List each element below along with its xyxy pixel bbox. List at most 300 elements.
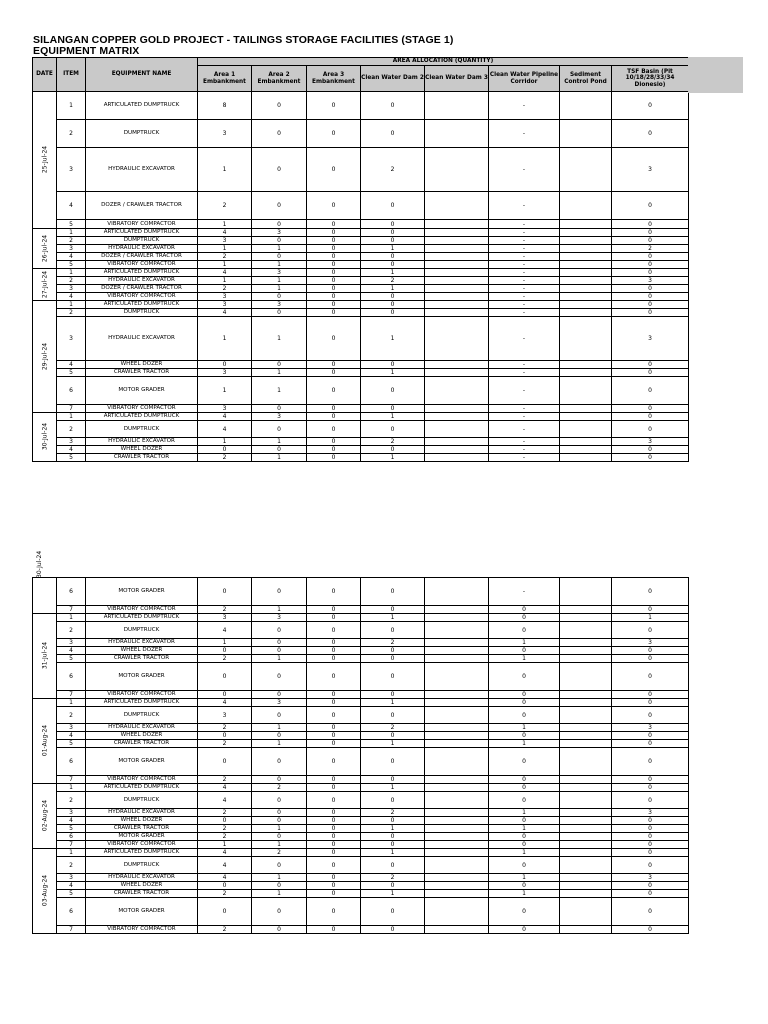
table-row bbox=[33, 707, 689, 724]
table-row bbox=[33, 792, 689, 809]
quantity-cell bbox=[560, 309, 612, 317]
quantity-cell: 0 bbox=[307, 261, 361, 269]
quantity-cell: 1 bbox=[361, 740, 425, 748]
quantity-cell: 2 bbox=[361, 809, 425, 817]
equipment-name: VIBRATORY COMPACTOR bbox=[86, 293, 198, 301]
quantity-cell: 0 bbox=[489, 833, 560, 841]
item-number: 3 bbox=[57, 639, 86, 647]
table-row bbox=[33, 245, 689, 253]
quantity-cell: 1 bbox=[489, 655, 560, 663]
header-equipment-name: EQUIPMENT NAME bbox=[86, 58, 198, 92]
quantity-cell: 0 bbox=[198, 361, 252, 369]
quantity-cell: 0 bbox=[252, 578, 307, 606]
quantity-cell: 0 bbox=[198, 817, 252, 825]
equipment-name: HYDRAULIC EXCAVATOR bbox=[86, 724, 198, 732]
equipment-name: MOTOR GRADER bbox=[86, 663, 198, 691]
quantity-cell: 0 bbox=[307, 655, 361, 663]
quantity-cell: 0 bbox=[489, 691, 560, 699]
quantity-cell: 0 bbox=[361, 707, 425, 724]
equipment-name: ARTICULATED DUMPTRUCK bbox=[86, 92, 198, 120]
quantity-cell: 0 bbox=[252, 748, 307, 776]
date-cell bbox=[33, 849, 57, 934]
quantity-cell bbox=[560, 663, 612, 691]
quantity-cell bbox=[425, 898, 489, 926]
quantity-cell: 0 bbox=[307, 622, 361, 639]
quantity-cell: 0 bbox=[612, 707, 689, 724]
quantity-cell: 0 bbox=[361, 663, 425, 691]
date-cell bbox=[33, 92, 57, 229]
quantity-cell: 0 bbox=[489, 926, 560, 934]
quantity-cell: 1 bbox=[198, 841, 252, 849]
table-row bbox=[33, 277, 689, 285]
quantity-cell: 0 bbox=[612, 740, 689, 748]
quantity-cell bbox=[425, 361, 489, 369]
equipment-name: WHEEL DOZER bbox=[86, 817, 198, 825]
table-row bbox=[33, 898, 689, 926]
quantity-cell: 0 bbox=[361, 841, 425, 849]
quantity-cell bbox=[560, 784, 612, 792]
quantity-cell: 3 bbox=[252, 614, 307, 622]
quantity-cell bbox=[560, 192, 612, 220]
quantity-cell bbox=[560, 120, 612, 148]
quantity-cell: 0 bbox=[307, 732, 361, 740]
equipment-matrix-table-page1 bbox=[32, 57, 689, 462]
table-row bbox=[33, 784, 689, 792]
table-row bbox=[33, 724, 689, 732]
quantity-cell: 0 bbox=[307, 817, 361, 825]
item-number: 6 bbox=[57, 663, 86, 691]
quantity-cell: 4 bbox=[198, 413, 252, 421]
item-number: 1 bbox=[57, 614, 86, 622]
quantity-cell: 0 bbox=[612, 301, 689, 309]
quantity-cell: 0 bbox=[252, 148, 307, 192]
quantity-cell bbox=[560, 849, 612, 857]
quantity-cell: 0 bbox=[361, 898, 425, 926]
quantity-cell: 0 bbox=[252, 691, 307, 699]
quantity-cell: 0 bbox=[307, 220, 361, 229]
quantity-cell: 1 bbox=[198, 438, 252, 446]
quantity-cell bbox=[560, 301, 612, 309]
quantity-cell: 0 bbox=[612, 293, 689, 301]
quantity-cell: - bbox=[489, 261, 560, 269]
quantity-cell: 2 bbox=[198, 724, 252, 732]
table-row bbox=[33, 817, 689, 825]
quantity-cell bbox=[425, 405, 489, 413]
quantity-cell bbox=[560, 413, 612, 421]
quantity-cell: 1 bbox=[252, 874, 307, 882]
quantity-cell: 0 bbox=[252, 882, 307, 890]
quantity-cell: 3 bbox=[612, 639, 689, 647]
quantity-cell bbox=[560, 269, 612, 277]
quantity-cell bbox=[560, 748, 612, 776]
quantity-cell: 0 bbox=[252, 220, 307, 229]
equipment-name: HYDRAULIC EXCAVATOR bbox=[86, 148, 198, 192]
quantity-cell: 2 bbox=[361, 874, 425, 882]
quantity-cell: 0 bbox=[489, 732, 560, 740]
quantity-cell: 4 bbox=[198, 874, 252, 882]
equipment-name: DUMPTRUCK bbox=[86, 792, 198, 809]
quantity-cell: - bbox=[489, 446, 560, 454]
date-cell bbox=[33, 784, 57, 849]
quantity-cell: 0 bbox=[361, 691, 425, 699]
table-row bbox=[33, 691, 689, 699]
quantity-cell bbox=[425, 724, 489, 732]
date-label: 25-Jul-24 bbox=[41, 145, 48, 174]
quantity-cell: 0 bbox=[361, 293, 425, 301]
quantity-cell: 4 bbox=[198, 792, 252, 809]
quantity-cell bbox=[560, 614, 612, 622]
equipment-name: CRAWLER TRACTOR bbox=[86, 825, 198, 833]
equipment-name: ARTICULATED DUMPTRUCK bbox=[86, 614, 198, 622]
table-row bbox=[33, 740, 689, 748]
item-number: 4 bbox=[57, 253, 86, 261]
date-cell bbox=[33, 229, 57, 269]
quantity-cell: 0 bbox=[307, 784, 361, 792]
quantity-cell: 0 bbox=[489, 882, 560, 890]
quantity-cell: - bbox=[489, 285, 560, 293]
quantity-cell: 0 bbox=[612, 647, 689, 655]
quantity-cell: 0 bbox=[612, 849, 689, 857]
quantity-cell: 2 bbox=[198, 740, 252, 748]
quantity-cell bbox=[560, 817, 612, 825]
quantity-cell: 1 bbox=[252, 724, 307, 732]
quantity-cell: 0 bbox=[489, 784, 560, 792]
item-number: 7 bbox=[57, 841, 86, 849]
quantity-cell: 3 bbox=[198, 369, 252, 377]
quantity-cell: 0 bbox=[198, 578, 252, 606]
quantity-cell: 1 bbox=[252, 454, 307, 462]
quantity-cell: 2 bbox=[612, 245, 689, 253]
date-cell bbox=[33, 413, 57, 462]
table-row bbox=[33, 438, 689, 446]
table-row bbox=[33, 285, 689, 293]
quantity-cell bbox=[425, 707, 489, 724]
quantity-cell bbox=[425, 229, 489, 237]
table-row bbox=[33, 454, 689, 462]
quantity-cell: 2 bbox=[198, 606, 252, 614]
quantity-cell: 0 bbox=[307, 245, 361, 253]
quantity-cell: 1 bbox=[252, 261, 307, 269]
item-number: 2 bbox=[57, 120, 86, 148]
quantity-cell bbox=[560, 293, 612, 301]
item-number: 2 bbox=[57, 421, 86, 438]
quantity-cell: 1 bbox=[489, 809, 560, 817]
quantity-cell: 0 bbox=[307, 663, 361, 691]
quantity-cell: 1 bbox=[252, 825, 307, 833]
quantity-cell bbox=[425, 192, 489, 220]
quantity-cell: 3 bbox=[252, 229, 307, 237]
item-number: 5 bbox=[57, 369, 86, 377]
quantity-cell: 1 bbox=[361, 369, 425, 377]
quantity-cell bbox=[560, 245, 612, 253]
table-row bbox=[33, 413, 689, 421]
table-row bbox=[33, 663, 689, 691]
quantity-cell bbox=[425, 369, 489, 377]
quantity-cell: 0 bbox=[612, 882, 689, 890]
quantity-cell: 0 bbox=[307, 833, 361, 841]
quantity-cell: 1 bbox=[252, 740, 307, 748]
table-row bbox=[33, 220, 689, 229]
quantity-cell bbox=[560, 361, 612, 369]
equipment-name: HYDRAULIC EXCAVATOR bbox=[86, 438, 198, 446]
quantity-cell: 0 bbox=[307, 857, 361, 874]
quantity-cell: - bbox=[489, 277, 560, 285]
quantity-cell: 0 bbox=[612, 857, 689, 874]
quantity-cell bbox=[425, 293, 489, 301]
quantity-cell bbox=[425, 817, 489, 825]
equipment-name: HYDRAULIC EXCAVATOR bbox=[86, 874, 198, 882]
item-number: 7 bbox=[57, 926, 86, 934]
quantity-cell bbox=[425, 663, 489, 691]
header-area-col: Clean Water Pipeline Corridor bbox=[489, 66, 560, 92]
equipment-name: ARTICULATED DUMPTRUCK bbox=[86, 413, 198, 421]
quantity-cell: 0 bbox=[307, 309, 361, 317]
quantity-cell: 2 bbox=[198, 655, 252, 663]
quantity-cell: 0 bbox=[612, 253, 689, 261]
quantity-cell bbox=[560, 833, 612, 841]
quantity-cell: 1 bbox=[361, 784, 425, 792]
item-number: 6 bbox=[57, 377, 86, 405]
quantity-cell: 0 bbox=[612, 454, 689, 462]
header-area-col: Area 3 Embankment bbox=[307, 66, 361, 92]
quantity-cell bbox=[560, 841, 612, 849]
quantity-cell: 1 bbox=[252, 655, 307, 663]
quantity-cell: 2 bbox=[198, 776, 252, 784]
quantity-cell: - bbox=[489, 245, 560, 253]
quantity-cell: 3 bbox=[198, 293, 252, 301]
quantity-cell bbox=[425, 269, 489, 277]
quantity-cell: - bbox=[489, 317, 560, 361]
table-row bbox=[33, 622, 689, 639]
quantity-cell: 1 bbox=[489, 740, 560, 748]
item-number: 3 bbox=[57, 438, 86, 446]
quantity-cell bbox=[425, 377, 489, 405]
quantity-cell: 1 bbox=[198, 277, 252, 285]
quantity-cell bbox=[560, 691, 612, 699]
quantity-cell: 3 bbox=[612, 724, 689, 732]
item-number: 2 bbox=[57, 857, 86, 874]
quantity-cell: 0 bbox=[361, 857, 425, 874]
quantity-cell: 0 bbox=[307, 237, 361, 245]
quantity-cell: - bbox=[489, 92, 560, 120]
equipment-name: WHEEL DOZER bbox=[86, 647, 198, 655]
equipment-name: CRAWLER TRACTOR bbox=[86, 655, 198, 663]
quantity-cell: 1 bbox=[361, 454, 425, 462]
quantity-cell: 1 bbox=[361, 285, 425, 293]
quantity-cell: - bbox=[489, 413, 560, 421]
quantity-cell: 1 bbox=[361, 413, 425, 421]
quantity-cell bbox=[425, 237, 489, 245]
quantity-cell: 0 bbox=[252, 833, 307, 841]
quantity-cell: 0 bbox=[307, 301, 361, 309]
equipment-name: VIBRATORY COMPACTOR bbox=[86, 841, 198, 849]
quantity-cell: 0 bbox=[612, 841, 689, 849]
item-number: 4 bbox=[57, 361, 86, 369]
item-number: 3 bbox=[57, 809, 86, 817]
quantity-cell bbox=[425, 120, 489, 148]
quantity-cell: - bbox=[489, 405, 560, 413]
quantity-cell: 0 bbox=[307, 285, 361, 293]
quantity-cell bbox=[425, 647, 489, 655]
quantity-cell: 2 bbox=[252, 784, 307, 792]
table-row bbox=[33, 849, 689, 857]
quantity-cell: 0 bbox=[307, 369, 361, 377]
quantity-cell: 0 bbox=[612, 309, 689, 317]
item-number: 3 bbox=[57, 148, 86, 192]
quantity-cell: 2 bbox=[198, 833, 252, 841]
quantity-cell: - bbox=[489, 220, 560, 229]
quantity-cell: 0 bbox=[361, 229, 425, 237]
quantity-cell: 1 bbox=[612, 614, 689, 622]
quantity-cell bbox=[425, 277, 489, 285]
quantity-cell: 0 bbox=[307, 699, 361, 707]
date-label: 01-Aug-24 bbox=[41, 724, 48, 757]
item-number: 1 bbox=[57, 849, 86, 857]
quantity-cell: 2 bbox=[361, 724, 425, 732]
quantity-cell: 0 bbox=[489, 606, 560, 614]
quantity-cell bbox=[425, 285, 489, 293]
quantity-cell: 2 bbox=[361, 277, 425, 285]
quantity-cell: 0 bbox=[307, 421, 361, 438]
table-row bbox=[33, 192, 689, 220]
quantity-cell: 0 bbox=[612, 421, 689, 438]
item-number: 6 bbox=[57, 833, 86, 841]
quantity-cell: 1 bbox=[361, 245, 425, 253]
quantity-cell: 0 bbox=[198, 647, 252, 655]
quantity-cell: 0 bbox=[489, 707, 560, 724]
quantity-cell bbox=[425, 220, 489, 229]
quantity-cell: 0 bbox=[612, 606, 689, 614]
quantity-cell: 3 bbox=[198, 301, 252, 309]
quantity-cell: 0 bbox=[361, 578, 425, 606]
quantity-cell: - bbox=[489, 237, 560, 245]
item-number: 7 bbox=[57, 691, 86, 699]
quantity-cell bbox=[560, 277, 612, 285]
quantity-cell bbox=[425, 926, 489, 934]
quantity-cell: 2 bbox=[198, 192, 252, 220]
table-row bbox=[33, 120, 689, 148]
header-area-col: Clean Water Dam 2 bbox=[361, 66, 425, 92]
quantity-cell bbox=[425, 874, 489, 882]
quantity-cell: 0 bbox=[612, 285, 689, 293]
equipment-name: CRAWLER TRACTOR bbox=[86, 890, 198, 898]
table-row bbox=[33, 369, 689, 377]
quantity-cell: 0 bbox=[612, 655, 689, 663]
quantity-cell: 1 bbox=[198, 220, 252, 229]
quantity-cell: 0 bbox=[252, 421, 307, 438]
quantity-cell bbox=[425, 639, 489, 647]
quantity-cell bbox=[560, 148, 612, 192]
quantity-cell bbox=[425, 413, 489, 421]
item-number: 2 bbox=[57, 277, 86, 285]
quantity-cell: 0 bbox=[612, 92, 689, 120]
quantity-cell: 4 bbox=[198, 784, 252, 792]
quantity-cell: 0 bbox=[489, 817, 560, 825]
quantity-cell bbox=[560, 792, 612, 809]
quantity-cell: 2 bbox=[198, 926, 252, 934]
quantity-cell: 3 bbox=[612, 809, 689, 817]
quantity-cell: 0 bbox=[612, 691, 689, 699]
quantity-cell bbox=[425, 606, 489, 614]
table-row bbox=[33, 748, 689, 776]
quantity-cell bbox=[425, 438, 489, 446]
quantity-cell: 0 bbox=[612, 898, 689, 926]
document-subtitle: EQUIPMENT MATRIX bbox=[33, 45, 140, 57]
table-row bbox=[33, 301, 689, 309]
item-number: 4 bbox=[57, 882, 86, 890]
quantity-cell: - bbox=[489, 361, 560, 369]
quantity-cell: - bbox=[489, 421, 560, 438]
quantity-cell: 3 bbox=[252, 699, 307, 707]
header-area-col: Clean Water Dam 3 bbox=[425, 66, 489, 92]
quantity-cell: 0 bbox=[612, 361, 689, 369]
quantity-cell: 0 bbox=[307, 229, 361, 237]
quantity-cell: 0 bbox=[612, 784, 689, 792]
quantity-cell: 0 bbox=[307, 647, 361, 655]
quantity-cell: 0 bbox=[361, 192, 425, 220]
quantity-cell bbox=[425, 699, 489, 707]
quantity-cell: 4 bbox=[198, 699, 252, 707]
quantity-cell bbox=[425, 622, 489, 639]
quantity-cell: 0 bbox=[361, 92, 425, 120]
quantity-cell bbox=[425, 446, 489, 454]
quantity-cell: - bbox=[489, 120, 560, 148]
quantity-cell bbox=[560, 647, 612, 655]
quantity-cell: 0 bbox=[612, 405, 689, 413]
quantity-cell: 0 bbox=[307, 606, 361, 614]
quantity-cell: 0 bbox=[198, 882, 252, 890]
quantity-cell bbox=[425, 841, 489, 849]
table-row bbox=[33, 317, 689, 361]
item-number: 5 bbox=[57, 825, 86, 833]
quantity-cell: 0 bbox=[361, 833, 425, 841]
quantity-cell bbox=[560, 857, 612, 874]
quantity-cell: 0 bbox=[612, 413, 689, 421]
equipment-name: HYDRAULIC EXCAVATOR bbox=[86, 277, 198, 285]
quantity-cell: 0 bbox=[252, 707, 307, 724]
quantity-cell: - bbox=[489, 269, 560, 277]
quantity-cell bbox=[560, 261, 612, 269]
quantity-cell: 0 bbox=[252, 898, 307, 926]
equipment-name: ARTICULATED DUMPTRUCK bbox=[86, 269, 198, 277]
quantity-cell: 0 bbox=[612, 926, 689, 934]
quantity-cell: 3 bbox=[612, 317, 689, 361]
quantity-cell: 0 bbox=[612, 817, 689, 825]
quantity-cell: 0 bbox=[612, 732, 689, 740]
quantity-cell bbox=[425, 809, 489, 817]
quantity-cell: 0 bbox=[612, 792, 689, 809]
quantity-cell: - bbox=[489, 454, 560, 462]
table-row bbox=[33, 614, 689, 622]
quantity-cell: 1 bbox=[489, 639, 560, 647]
table-row bbox=[33, 699, 689, 707]
item-number: 4 bbox=[57, 446, 86, 454]
quantity-cell bbox=[425, 882, 489, 890]
item-number: 2 bbox=[57, 792, 86, 809]
quantity-cell bbox=[560, 317, 612, 361]
quantity-cell: 0 bbox=[612, 377, 689, 405]
equipment-name: MOTOR GRADER bbox=[86, 833, 198, 841]
quantity-cell: - bbox=[489, 148, 560, 192]
table-row bbox=[33, 926, 689, 934]
quantity-cell: 1 bbox=[198, 317, 252, 361]
quantity-cell: 1 bbox=[361, 699, 425, 707]
item-number: 1 bbox=[57, 413, 86, 421]
item-number: 1 bbox=[57, 784, 86, 792]
table-row bbox=[33, 833, 689, 841]
quantity-cell: 1 bbox=[252, 377, 307, 405]
quantity-cell: 3 bbox=[198, 405, 252, 413]
